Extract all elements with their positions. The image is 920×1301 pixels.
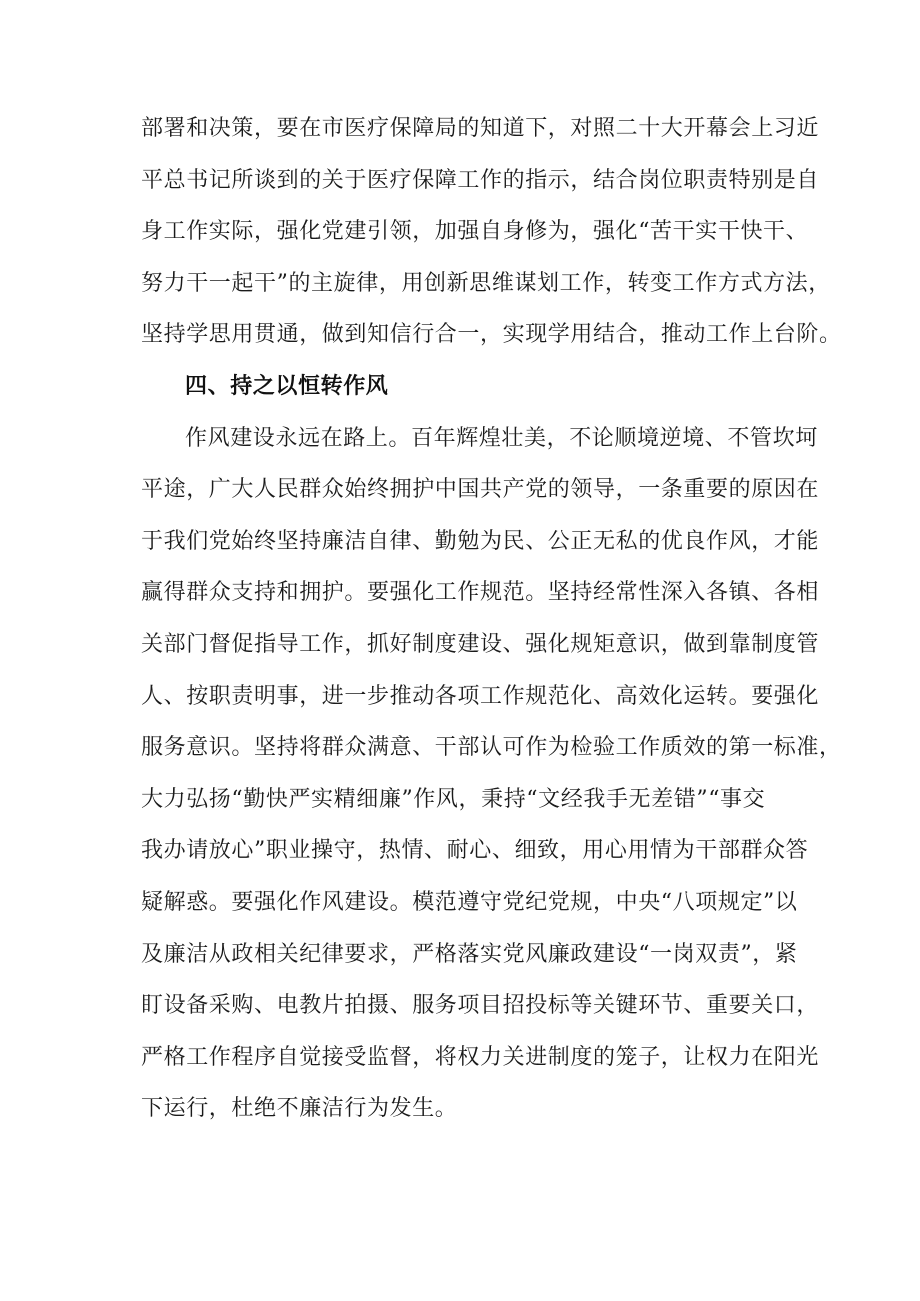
text-line: 平总书记所谈到的关于医疗保障工作的指示，结合岗位职责特别是自 (141, 167, 820, 193)
text-line: 坚持学思用贯通，做到知信行合一，实现学用结合，推动工作上台阶。 (141, 322, 842, 348)
text-line: 下运行，杜绝不廉洁行为发生。 (141, 1096, 458, 1122)
text-line: 努力干一起干”的主旋律，用创新思维谋划工作，转变工作方式方法， (141, 270, 831, 296)
text-line: 疑解惑。要强化作风建设。模范遵守党纪党规，中央“八项规定”以 (141, 889, 798, 915)
text-line: 身工作实际，强化党建引领，加强自身修为，强化“苦干实干快干、 (141, 219, 809, 245)
text-line: 人、按职责明事，进一步推动各项工作规范化、高效化运转。要强化 (141, 683, 820, 709)
section-heading: 四、持之以恒转作风 (185, 373, 389, 399)
text-line: 我办请放心”职业操守，热情、耐心、细致，用心用情为干部群众答 (141, 838, 809, 864)
text-line: 于我们党始终坚持廉洁自律、勤勉为民、公正无私的优良作风，才能 (141, 528, 820, 554)
text-line: 平途，广大人民群众始终拥护中国共产党的领导，一条重要的原因在 (141, 477, 820, 503)
text-line: 赢得群众支持和拥护。要强化工作规范。坚持经常性深入各镇、各相 (141, 580, 820, 606)
text-line: 关部门督促指导工作，抓好制度建设、强化规矩意识，做到靠制度管 (141, 631, 820, 657)
text-line: 及廉洁从政相关纪律要求，严格落实党风廉政建设“一岗双责”，紧 (141, 941, 798, 967)
document-page (141, 103, 842, 1135)
text-line: 服务意识。坚持将群众满意、干部认可作为检验工作质效的第一标准， (141, 735, 842, 761)
text-line: 部署和决策，要在市医疗保障局的知道下，对照二十大开幕会上习近 (141, 116, 820, 141)
text-line: 盯设备采购、电教片拍摄、服务项目招投标等关键环节、重要关口， (141, 993, 820, 1019)
text-line: 大力弘扬“勤快严实精细廉”作风，秉持“文经我手无差错”“事交 (141, 786, 766, 812)
text-line: 严格工作程序自觉接受监督，将权力关进制度的笼子，让权力在阳光 (141, 1044, 820, 1070)
paragraph-first-line: 作风建设永远在路上。百年辉煌壮美，不论顺境逆境、不管坎坷 (185, 425, 818, 451)
